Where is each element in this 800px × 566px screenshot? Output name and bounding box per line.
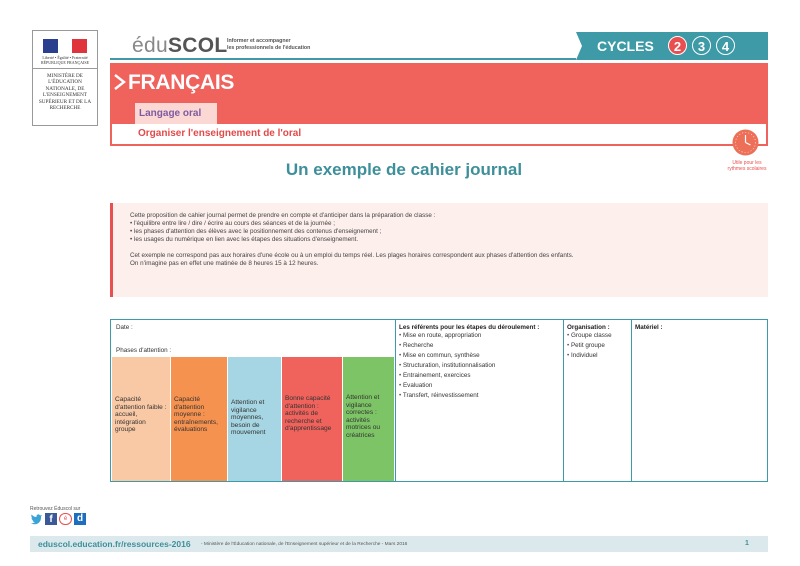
phases-label: Phases d'attention :	[116, 347, 172, 354]
org-item: • Groupe classe	[567, 332, 629, 340]
footer-url[interactable]: eduscol.education.fr/ressources-2016	[38, 539, 191, 549]
org-item: • Petit groupe	[567, 342, 629, 350]
ministry-name: MINISTÈRE DE L'ÉDUCATION NATIONALE, DE L'ENSEIGNEMENT SUPÉRIEUR ET DE LA RECHERCHE	[38, 73, 92, 112]
intro-bullet: • les phases d'attention des élèves avec le positionnement des contenus d'enseignement ;	[130, 228, 382, 235]
clock-icon	[731, 128, 760, 157]
twitter-icon[interactable]	[30, 513, 43, 525]
subject-title: FRANÇAIS	[128, 71, 235, 94]
steps-title: Les référents pour les étapes du déroulement :	[399, 324, 540, 331]
eduscol-icon[interactable]: é	[59, 513, 72, 525]
steps-column	[399, 324, 559, 402]
intro-note: On n'imagine pas en effet une matinée de 8 heures 15 à 12 heures.	[130, 260, 319, 267]
footer-ministry: - Ministère de l'Éducation nationale, de l'Enseignement supérieur et de la Recherche - Mars 2016	[201, 542, 408, 547]
step-item: • Structuration, institutionnalisation	[399, 362, 559, 370]
material-column	[635, 324, 663, 332]
organisation-title: Organisation :	[567, 324, 610, 331]
dailymotion-icon[interactable]: d	[74, 513, 86, 525]
step-item: • Recherche	[399, 342, 559, 350]
header-divider	[110, 58, 576, 60]
facebook-icon[interactable]: f	[45, 513, 57, 525]
step-item: • Mise en route, appropriation	[399, 332, 559, 340]
material-title: Matériel :	[635, 324, 663, 331]
phase-movement-text: Attention et vigilance moyennes, besoin de mouvement	[231, 399, 266, 437]
eduscol-tagline: Informer et accompagner les professionnels de l'éducation	[227, 38, 311, 51]
page-title: Un exemple de cahier journal	[285, 160, 523, 179]
step-item: • Entrainement, exercices	[399, 372, 559, 380]
cycle-2-badge[interactable]: 2	[668, 36, 687, 55]
step-item: • Transfert, réinvestissement	[399, 392, 559, 400]
ministry-logo	[32, 30, 98, 126]
phase-medium-text: Capacité d'attention moyenne : entraînements, évaluations	[174, 396, 218, 434]
cycle-3-badge[interactable]: 3	[692, 36, 711, 55]
intro-text	[130, 212, 750, 268]
intro-lead: Cette proposition de cahier journal permet de prendre en compte et d'anticiper dans la préparation de classe :	[130, 212, 436, 219]
page-number: 1	[745, 540, 749, 547]
republique-text: Liberté • Égalité • Fraternité RÉPUBLIQUE FRANÇAISE	[40, 55, 90, 65]
cycles-label: CYCLES	[597, 38, 654, 54]
phase-correct-text: Attention et vigilance correctes : activités motrices ou créatrices	[346, 394, 381, 439]
intro-note: Cet exemple ne correspond pas aux horaires d'une école ou à un emploi du temps réel. Les plages horaires correspondent aux phases d'attention des enfants.	[130, 252, 574, 259]
phase-low-text: Capacité d'attention faible : accueil, intégration groupe	[115, 396, 167, 434]
date-label: Date :	[116, 324, 133, 331]
step-item: • Evaluation	[399, 382, 559, 390]
intro-bullet: • l'équilibre entre lire / dire / écrire au cours des séances et de la journée ;	[130, 220, 336, 227]
topic-label: Organiser l'enseignement de l'oral	[138, 128, 302, 139]
domain-label: Langage oral	[139, 108, 202, 119]
chevron-right-icon	[114, 74, 127, 90]
organisation-column	[567, 324, 629, 362]
eduscol-logo[interactable]: éduSCOL	[132, 34, 228, 57]
marianne-flag	[43, 39, 87, 53]
step-item: • Mise en commun, synthèse	[399, 352, 559, 360]
org-item: • Individuel	[567, 352, 629, 360]
clock-caption: Utile pour les rythmes scolaires	[727, 160, 767, 172]
follow-label: Retrouvez Éduscol sur	[30, 506, 81, 512]
intro-bullet: • les usages du numérique en lien avec les étapes des situations d'enseignement.	[130, 236, 359, 243]
cycle-4-badge[interactable]: 4	[716, 36, 735, 55]
phase-good-text: Bonne capacité d'attention : activités de recherche et d'apprentissage	[285, 395, 332, 433]
cycles-arrow	[576, 32, 582, 60]
